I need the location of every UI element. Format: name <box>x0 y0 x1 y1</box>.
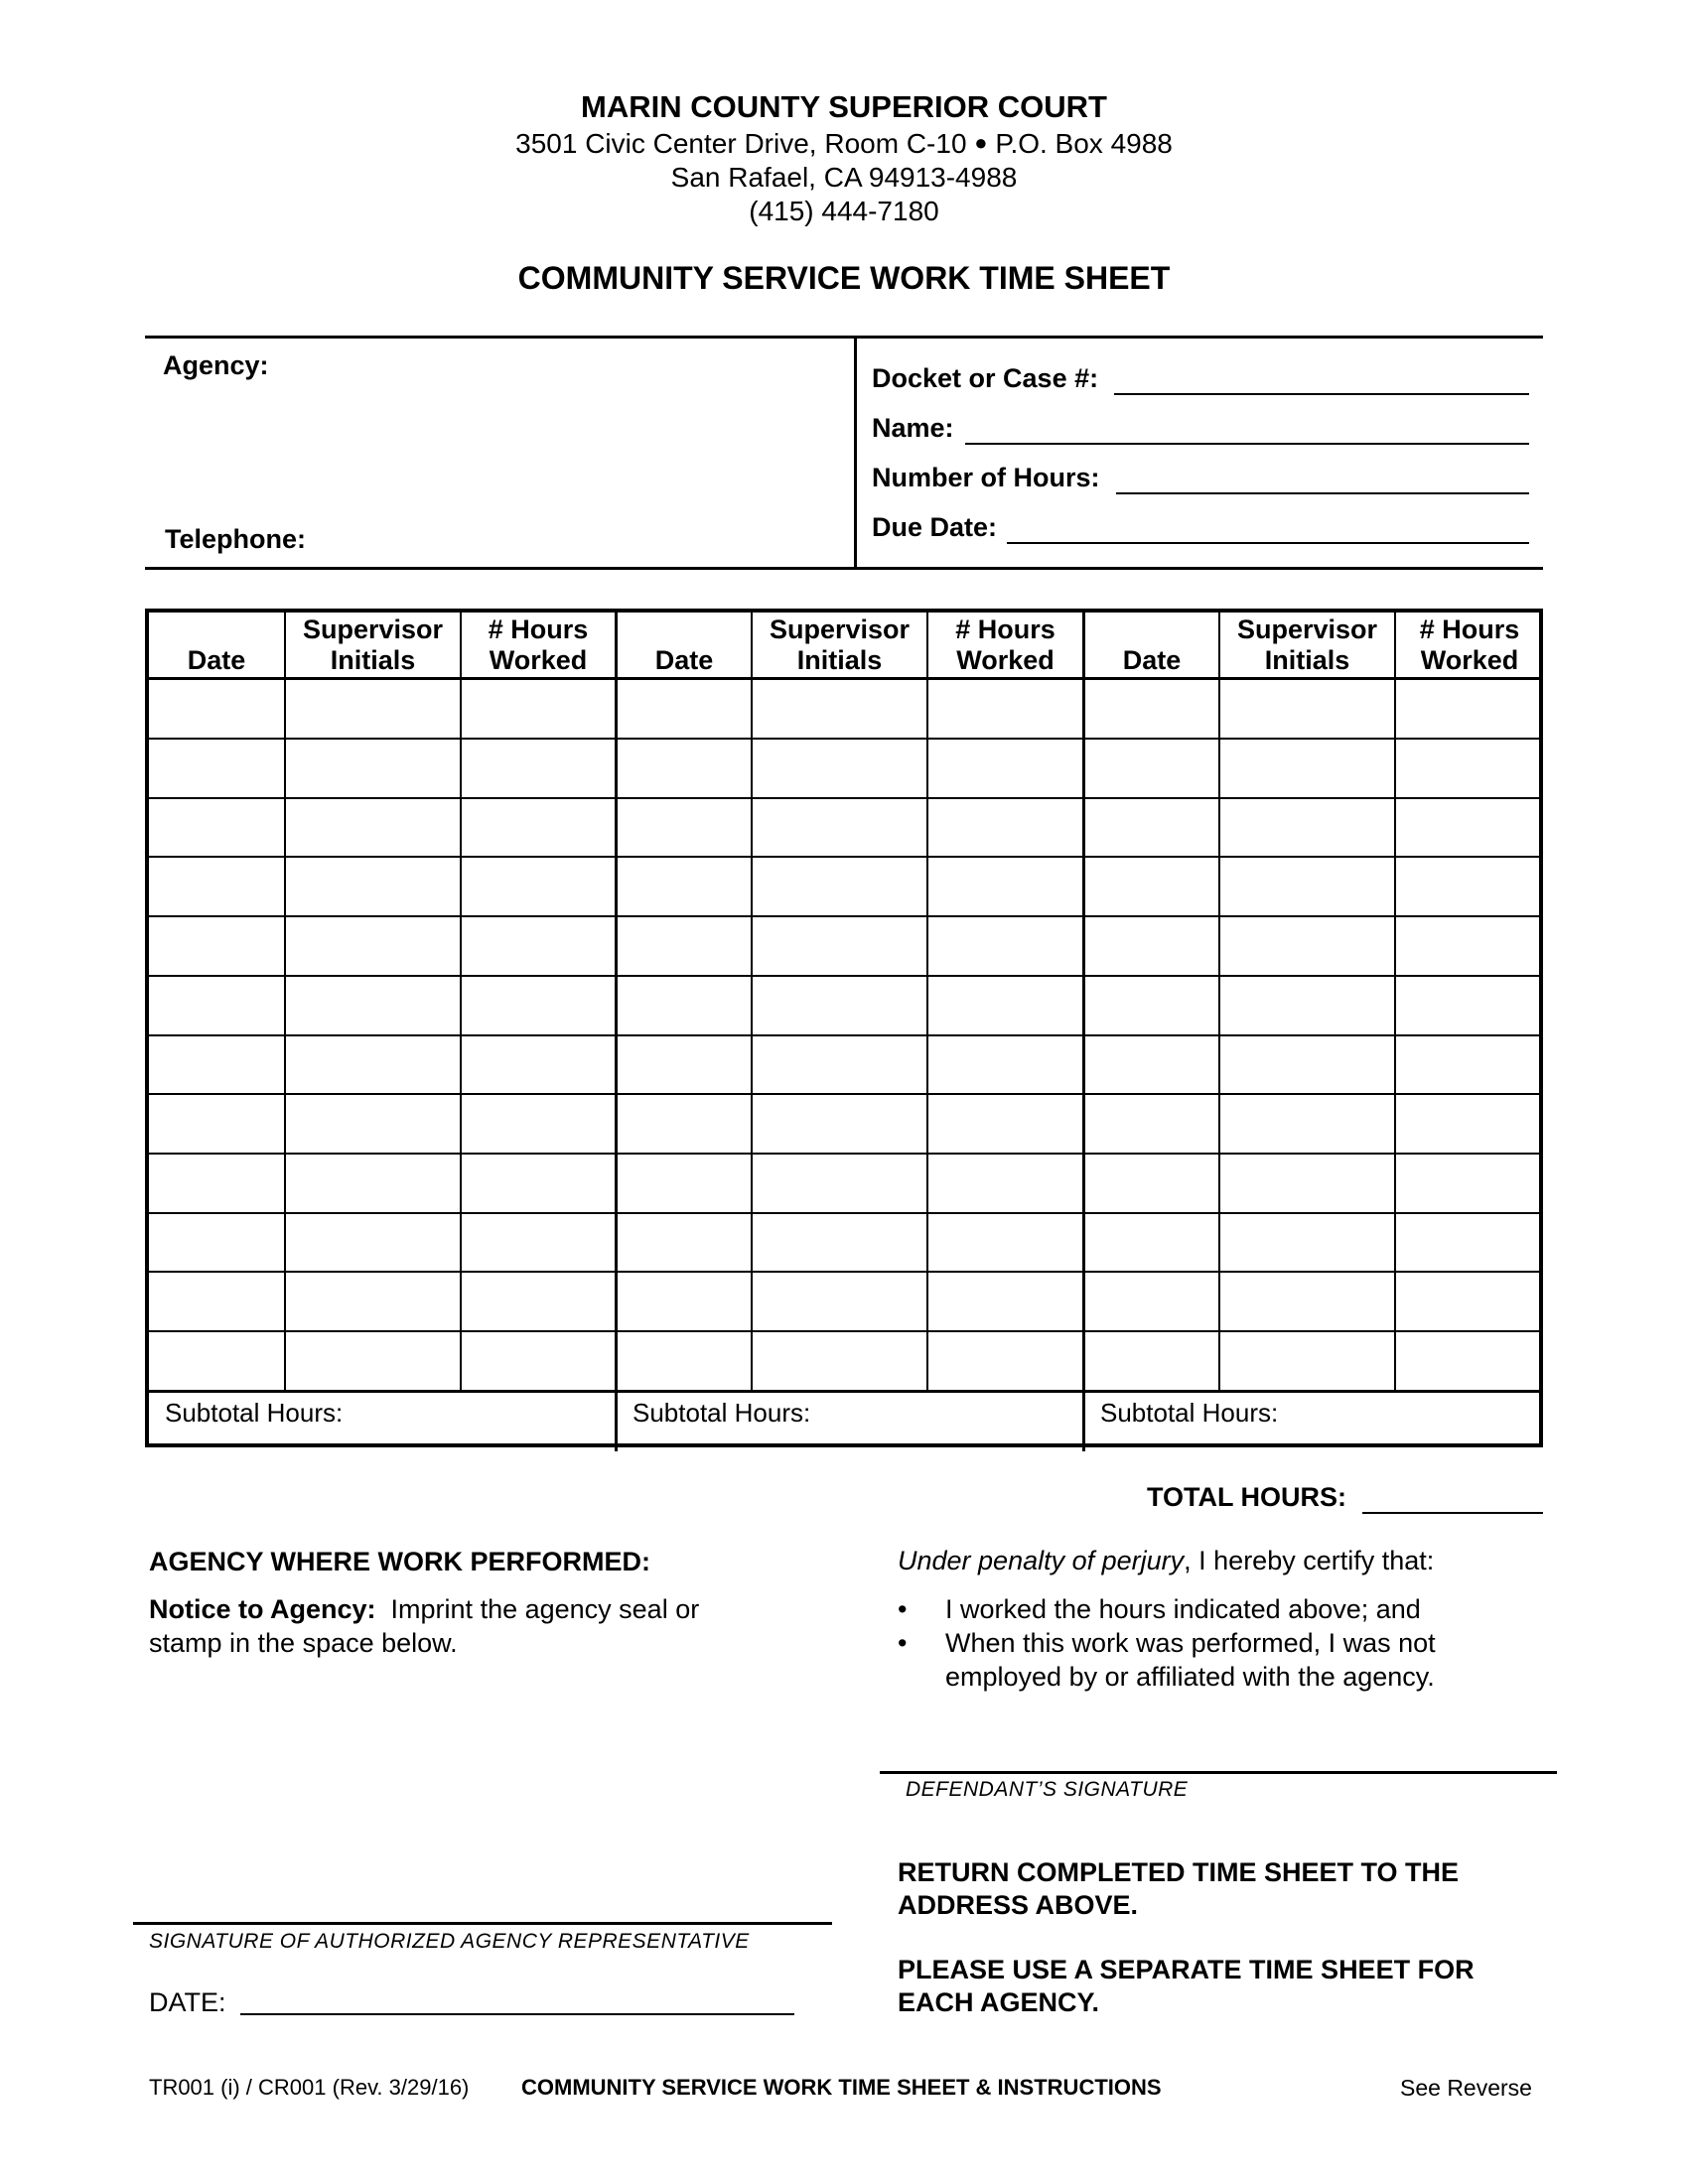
date-label: DATE: <box>149 1987 226 2017</box>
certification-bullet-1: • I worked the hours indicated above; and <box>898 1594 1421 1624</box>
court-address-line1 <box>0 127 1688 163</box>
total-hours-label: TOTAL HOURS: <box>1147 1482 1346 1512</box>
due-date-label: Due Date: <box>872 512 998 542</box>
row-rule <box>149 1153 1539 1155</box>
court-phone: (415) 444-7180 <box>749 196 939 226</box>
group-divider <box>615 613 618 1451</box>
info-divider <box>854 336 857 570</box>
po-box: P.O. Box 4988 <box>995 128 1173 159</box>
header-supervisor-initials: Supervisor Initials <box>1236 614 1378 675</box>
header-supervisor-initials: Supervisor Initials <box>302 614 444 675</box>
certification-bullet-2: • When this work was performed, I was not employed by or affiliated with the agency. <box>898 1628 1436 1692</box>
column-line <box>284 613 286 1391</box>
column-line <box>1394 613 1396 1391</box>
header-date: Date <box>1122 645 1182 675</box>
row-rule <box>149 1330 1539 1332</box>
row-rule <box>149 1093 1539 1095</box>
info-top-rule <box>145 336 1543 339</box>
header-date: Date <box>187 645 246 675</box>
due-date-field[interactable] <box>1007 508 1529 544</box>
agency-section-heading: AGENCY WHERE WORK PERFORMED: <box>149 1547 651 1576</box>
header-hours-worked: # Hours Worked <box>955 614 1055 675</box>
court-address-line2: San Rafael, CA 94913-4988 <box>670 162 1018 193</box>
docket-label: Docket or Case #: <box>872 363 1099 393</box>
header-hours-worked: # Hours Worked <box>1419 614 1520 675</box>
court-name: MARIN COUNTY SUPERIOR COURT <box>581 89 1107 124</box>
bullet-icon: ● <box>974 130 988 155</box>
defendant-signature-line[interactable] <box>880 1771 1557 1774</box>
agency-signature-line[interactable] <box>133 1922 832 1925</box>
group-divider <box>1082 613 1085 1451</box>
date-field[interactable] <box>240 1979 794 2015</box>
row-rule <box>149 797 1539 799</box>
agency-label: Agency: <box>163 350 269 380</box>
header-hours-worked: # Hours Worked <box>488 614 589 675</box>
certification-intro: Under penalty of perjury, I hereby certify that: <box>898 1546 1435 1575</box>
subtotal-rule <box>149 1390 1539 1393</box>
name-label: Name: <box>872 413 954 443</box>
docket-field[interactable] <box>1114 359 1529 395</box>
notice-label: Notice to Agency: <box>149 1594 376 1624</box>
name-field[interactable] <box>965 409 1529 445</box>
column-line <box>926 613 928 1391</box>
number-of-hours-field[interactable] <box>1116 459 1529 494</box>
telephone-label: Telephone: <box>165 524 307 554</box>
info-bottom-rule <box>145 567 1543 570</box>
column-line <box>460 613 462 1391</box>
row-rule <box>149 1271 1539 1273</box>
row-rule <box>149 856 1539 858</box>
form-number: TR001 (i) / CR001 (Rev. 3/29/16) <box>149 2075 470 2100</box>
column-line <box>751 613 753 1391</box>
form-title: COMMUNITY SERVICE WORK TIME SHEET <box>517 260 1171 296</box>
notice-to-agency: Notice to Agency: Imprint the agency seal or stamp in the space below. <box>149 1594 700 1658</box>
agency-signature-caption: SIGNATURE OF AUTHORIZED AGENCY REPRESENTATIVE <box>149 1930 750 1953</box>
subtotal-hours-label: Subtotal Hours: <box>1100 1398 1279 1428</box>
separate-sheet-instruction: PLEASE USE A SEPARATE TIME SHEET FOR EACH AGENCY. <box>898 1955 1475 2017</box>
column-line <box>1218 613 1220 1391</box>
return-instruction: RETURN COMPLETED TIME SHEET TO THE ADDRESS ABOVE. <box>898 1857 1460 1920</box>
hours-log-table <box>145 609 1543 1447</box>
form-name: COMMUNITY SERVICE WORK TIME SHEET & INSTRUCTIONS <box>521 2075 1162 2100</box>
street-address: 3501 Civic Center Drive, Room C-10 <box>515 128 967 159</box>
subtotal-hours-label: Subtotal Hours: <box>165 1398 344 1428</box>
row-rule <box>149 1212 1539 1214</box>
subtotal-hours-label: Subtotal Hours: <box>633 1398 811 1428</box>
row-rule <box>149 1034 1539 1036</box>
row-rule <box>149 738 1539 740</box>
header-supervisor-initials: Supervisor Initials <box>769 614 911 675</box>
row-rule <box>149 915 1539 917</box>
row-rule <box>149 975 1539 977</box>
defendant-signature-caption: DEFENDANT’S SIGNATURE <box>906 1778 1189 1801</box>
see-reverse: See Reverse <box>1400 2075 1532 2101</box>
header-date: Date <box>654 645 714 675</box>
table-header-rule <box>149 677 1539 680</box>
number-of-hours-label: Number of Hours: <box>872 463 1100 492</box>
total-hours-field[interactable] <box>1362 1478 1543 1514</box>
